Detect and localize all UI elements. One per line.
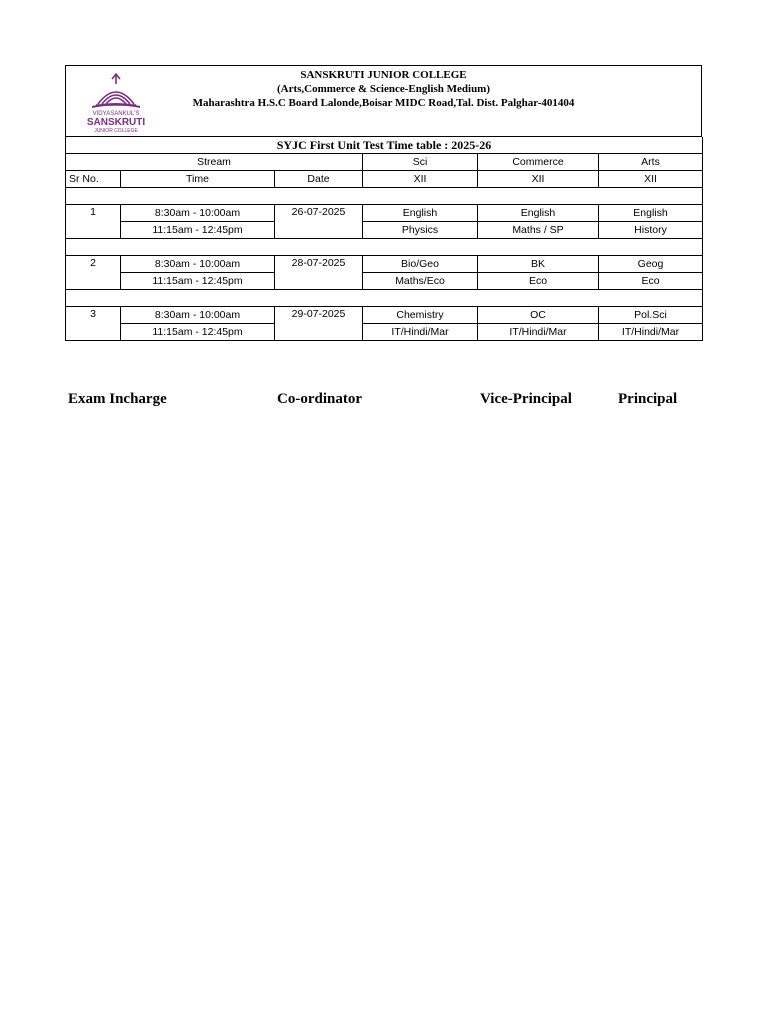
spacer-row: [66, 188, 703, 205]
timetable-table: [65, 137, 703, 341]
table-row: [66, 324, 703, 341]
time-cell: 11:15am - 12:45pm: [121, 324, 275, 341]
date-cell: 28-07-2025: [275, 256, 363, 290]
column-header-row: [66, 171, 703, 188]
subject-cell: English: [478, 205, 599, 222]
sr-header: Sr No.: [66, 171, 121, 188]
college-info: [66, 68, 701, 110]
time-cell: 8:30am - 10:00am: [121, 205, 275, 222]
spacer-row: [66, 239, 703, 256]
class-arts: XII: [599, 171, 703, 188]
subject-cell: History: [599, 222, 703, 239]
stream-label: Stream: [66, 154, 363, 171]
subject-cell: BK: [478, 256, 599, 273]
table-row: [66, 307, 703, 324]
timetable-sheet: [65, 65, 702, 341]
time-cell: 8:30am - 10:00am: [121, 256, 275, 273]
subject-cell: Geog: [599, 256, 703, 273]
stream-row: [66, 154, 703, 171]
sr-cell: 2: [66, 256, 121, 290]
college-header: [65, 65, 702, 137]
subject-cell: IT/Hindi/Mar: [478, 324, 599, 341]
stream-commerce: Commerce: [478, 154, 599, 171]
time-cell: 11:15am - 12:45pm: [121, 222, 275, 239]
subject-cell: Eco: [599, 273, 703, 290]
subject-cell: Pol.Sci: [599, 307, 703, 324]
signature-principal: Principal: [618, 391, 678, 407]
subject-cell: Maths / SP: [478, 222, 599, 239]
subject-cell: Maths/Eco: [363, 273, 478, 290]
timetable-title: SYJC First Unit Test Time table : 2025-26: [66, 137, 703, 154]
time-cell: 11:15am - 12:45pm: [121, 273, 275, 290]
subject-cell: Chemistry: [363, 307, 478, 324]
subject-cell: OC: [478, 307, 599, 324]
time-cell: 8:30am - 10:00am: [121, 307, 275, 324]
subject-cell: IT/Hindi/Mar: [599, 324, 703, 341]
time-header: Time: [121, 171, 275, 188]
college-medium: (Arts,Commerce & Science-English Medium): [276, 83, 491, 95]
class-sci: XII: [363, 171, 478, 188]
date-cell: 26-07-2025: [275, 205, 363, 239]
college-address: Maharashtra H.S.C Board Lalonde,Boisar MIDC Road,Tal. Dist. Palghar-401404: [192, 97, 575, 109]
stream-sci: Sci: [363, 154, 478, 171]
stream-arts: Arts: [599, 154, 703, 171]
date-cell: 29-07-2025: [275, 307, 363, 341]
table-row: [66, 256, 703, 273]
logo-main-text: SANSKRUTI: [86, 117, 146, 128]
sr-cell: 3: [66, 307, 121, 341]
date-header: Date: [275, 171, 363, 188]
signature-vice-principal: Vice-Principal: [480, 391, 572, 407]
table-row: [66, 273, 703, 290]
timetable-title-row: [66, 137, 703, 154]
signature-exam-incharge: Exam Incharge: [68, 391, 167, 407]
class-commerce: XII: [478, 171, 599, 188]
subject-cell: Physics: [363, 222, 478, 239]
table-row: [66, 205, 703, 222]
subject-cell: Bio/Geo: [363, 256, 478, 273]
subject-cell: English: [363, 205, 478, 222]
signature-coordinator: Co-ordinator: [277, 391, 362, 407]
logo-top-text: VIDYASANKUL'S: [92, 111, 140, 117]
logo-bottom-text: JUNIOR COLLEGE: [94, 128, 138, 134]
subject-cell: IT/Hindi/Mar: [363, 324, 478, 341]
sr-cell: 1: [66, 205, 121, 239]
subject-cell: English: [599, 205, 703, 222]
table-row: [66, 222, 703, 239]
subject-cell: Eco: [478, 273, 599, 290]
spacer-row: [66, 290, 703, 307]
college-name: SANSKRUTI JUNIOR COLLEGE: [300, 69, 467, 81]
